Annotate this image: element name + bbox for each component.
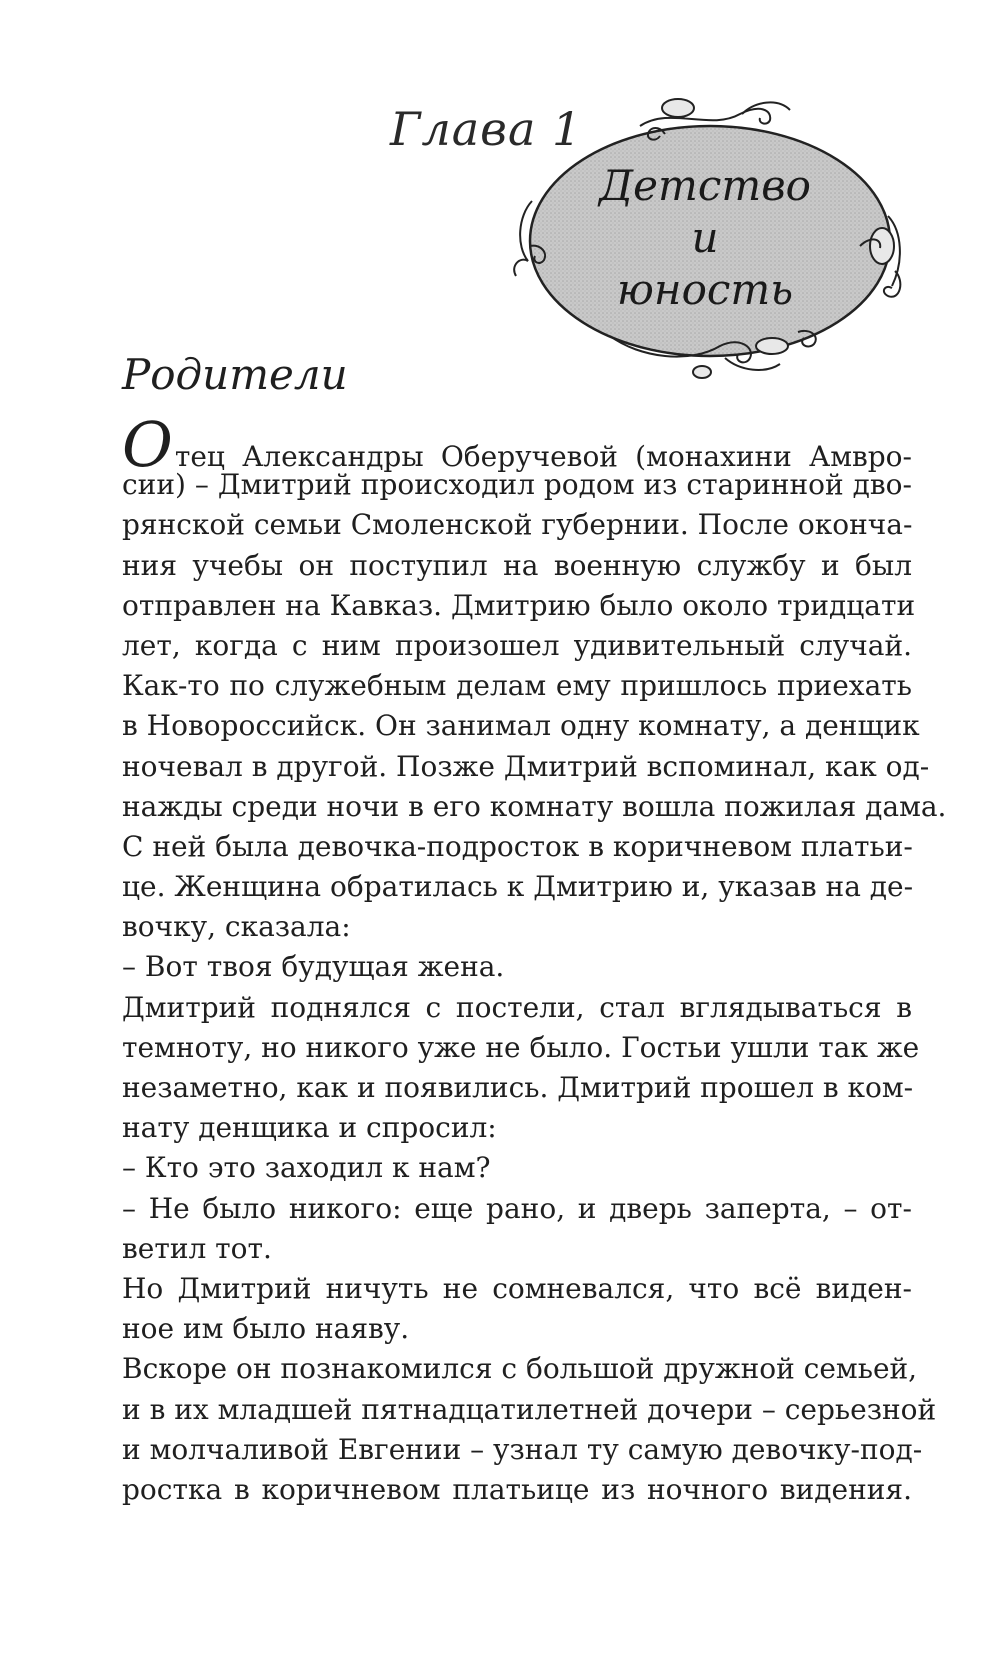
emblem-curl-top-right (640, 109, 770, 126)
text-line: це. Женщина обратилась к Дмитрию и, указав на де- (122, 870, 914, 904)
text-line: Но Дмитрий ничуть не сомневался, что всё виден- (122, 1271, 912, 1305)
text-line: С ней была девочка-подросток в коричневом платьи- (122, 829, 913, 863)
text-line: Дмитрий поднялся с постели, стал вглядываться в (122, 990, 912, 1024)
drop-cap: О (122, 408, 173, 481)
body-text (122, 408, 947, 1510)
chapter-title-line-3: юность (616, 265, 794, 314)
text-line: ростка в коричневом платьице из ночного видения. (122, 1472, 912, 1506)
chapter-title-line-1: Детство (599, 161, 811, 210)
section-title: Родители (122, 350, 348, 399)
chapter-title-line-2: и (691, 213, 719, 262)
text-line: нажды среди ночи в его комнату вошла пожилая дама. (122, 789, 947, 823)
text-line: темноту, но никого уже не было. Гостьи ушли так же (122, 1030, 920, 1064)
text-line: Вскоре он познакомился с большой дружной семьей, (122, 1352, 918, 1386)
text-line: нату денщика и спросил: (122, 1111, 497, 1145)
text-line: Как-то по служебным делам ему пришлось приехать (122, 669, 912, 703)
text-line: ния учебы он поступил на военную службу и был (122, 548, 912, 582)
text-line: в Новороссийск. Он занимал одну комнату, а денщик (122, 709, 920, 743)
chapter-title (540, 160, 870, 316)
chapter-label: Глава 1 (390, 102, 583, 156)
text-line: – Не было никого: еще рано, и дверь заперта, – от- (122, 1191, 912, 1225)
text-line: ветил тот. (122, 1231, 272, 1265)
text-line: – Кто это заходил к нам? (122, 1151, 491, 1185)
text-line: незаметно, как и появились. Дмитрий прошел в ком- (122, 1071, 914, 1104)
text-line: ночевал в другой. Позже Дмитрий вспоминал, как од- (122, 749, 930, 783)
text-line: рянской семьи Смоленской губернии. После оконча- (122, 508, 913, 542)
text-line-content: тец Александры Оберучевой (монахини Амвро- (174, 440, 912, 473)
text-line: отправлен на Кавказ. Дмитрию было около тридцати (122, 588, 916, 622)
text-line: ное им было наяву. (122, 1312, 410, 1346)
text-line: и молчаливой Евгении – узнал ту самую девочку-под- (122, 1432, 923, 1466)
text-line (122, 408, 912, 481)
text-line: – Вот твоя будущая жена. (122, 950, 505, 984)
text-line: сии) – Дмитрий происходил родом из старинной дво- (122, 468, 912, 502)
text-line: лет, когда с ним произошел удивительный случай. (122, 628, 912, 662)
text-line: и в их младшей пятнадцатилетней дочери – серьезной (122, 1392, 937, 1426)
text-line: вочку, сказала: (122, 910, 351, 944)
